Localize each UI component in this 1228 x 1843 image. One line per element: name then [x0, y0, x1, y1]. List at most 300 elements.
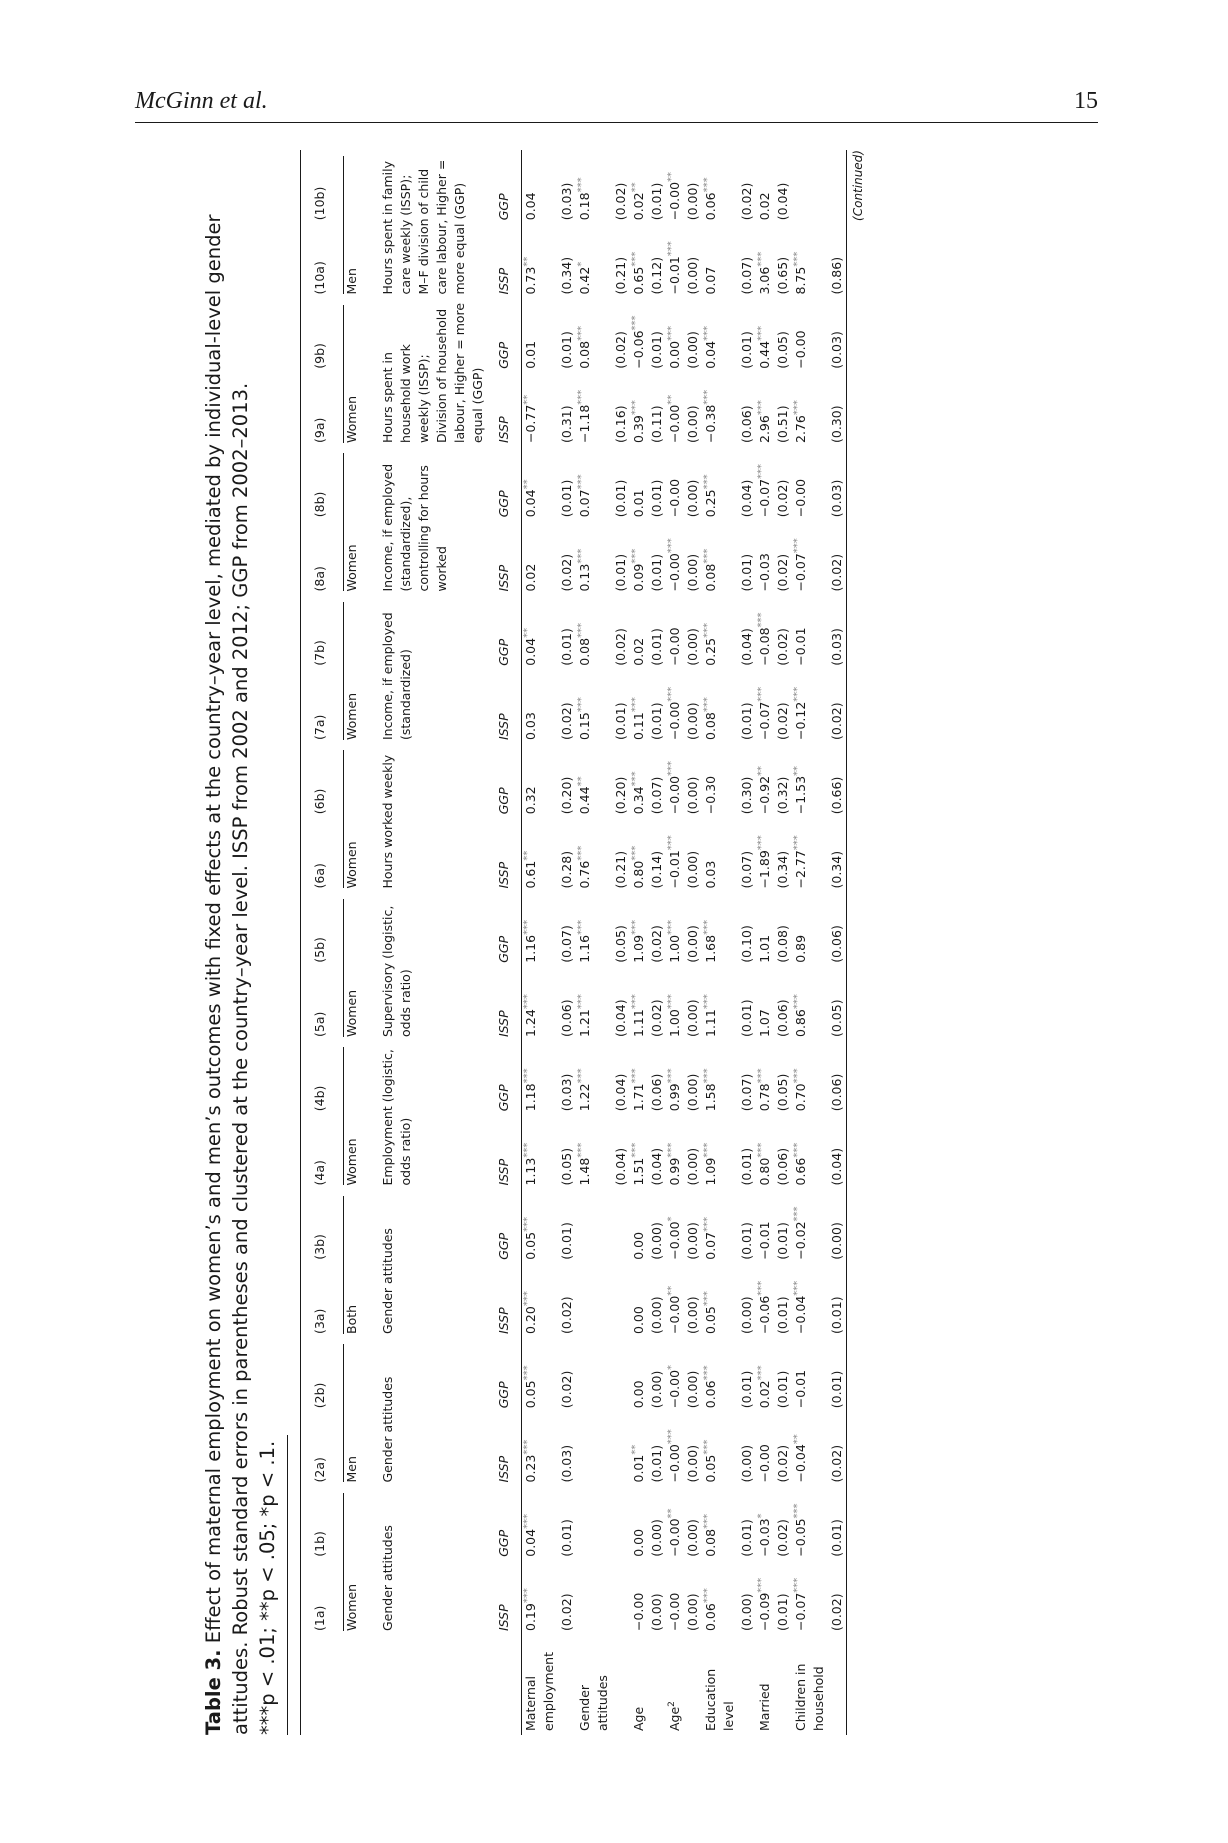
coef-cell	[630, 1338, 648, 1412]
se-cell: (0.00)	[685, 1370, 700, 1409]
significance-stars: ***	[575, 697, 587, 713]
sample-label: Women	[344, 1138, 359, 1186]
se-cell: (0.05)	[559, 1147, 574, 1186]
row-label-text: Gender attitudes	[577, 1675, 610, 1731]
se-row	[648, 150, 666, 1735]
sample-cell	[343, 1338, 375, 1487]
coef-value: 0.99	[667, 1157, 682, 1186]
significance-stars: *	[665, 1216, 677, 1222]
coef-value: −0.00	[667, 553, 682, 592]
row-label-text: Education level	[703, 1668, 736, 1731]
coef-value: 0.03	[523, 712, 538, 740]
source-label: ISSP	[496, 1455, 511, 1483]
outcome-cell: Income, if employed (standardized), controlling for hours worked	[380, 463, 449, 592]
significance-stars: **	[521, 850, 533, 861]
coef-cell	[666, 447, 684, 521]
coef-value: 0.18	[577, 192, 592, 221]
se-cell: (0.02)	[775, 1444, 790, 1483]
coef-cell	[702, 967, 738, 1041]
coef-cell	[576, 967, 612, 1041]
coef-cell	[702, 1264, 738, 1338]
coef-cell	[792, 1190, 828, 1264]
coef-cell	[792, 1487, 828, 1561]
coef-value: −0.00	[793, 330, 808, 369]
se-cell: (0.07)	[739, 850, 754, 889]
source-label: GGP	[496, 1232, 511, 1260]
coef-cell	[756, 1338, 774, 1412]
significance-stars: ***	[791, 1577, 803, 1593]
coef-cell	[630, 1190, 648, 1264]
significance-stars: ***	[755, 686, 767, 702]
model-header: (3b)	[312, 1234, 327, 1260]
table-row	[576, 150, 612, 1735]
coef-cell	[522, 1338, 559, 1412]
source-row	[487, 150, 522, 1735]
coef-value: −0.30	[703, 775, 718, 815]
coef-cell	[666, 1412, 684, 1486]
coef-value: −0.02	[793, 1221, 808, 1260]
coef-value: 0.01	[523, 340, 538, 369]
coef-value: −0.38	[703, 404, 718, 443]
se-cell	[828, 150, 847, 224]
coef-value: 0.32	[523, 786, 538, 815]
se-cell	[612, 1487, 630, 1561]
se-cell: (0.03)	[559, 182, 574, 221]
coef-cell	[630, 744, 648, 818]
se-cell: (0.00)	[649, 1593, 664, 1631]
model-header: (2a)	[312, 1457, 327, 1483]
continued-note: (Continued)	[851, 150, 865, 221]
significance-stars: ***	[701, 1291, 713, 1307]
coef-cell	[702, 893, 738, 967]
se-cell: (0.05)	[613, 925, 628, 963]
model-header: (1a)	[312, 1605, 327, 1631]
coef-cell	[756, 818, 774, 892]
significance-stars: ***	[665, 325, 677, 341]
outcome-cell: Employment (logistic, odds ratio)	[380, 1049, 413, 1186]
coef-value: −1.18	[577, 404, 592, 443]
se-cell: (0.00)	[685, 850, 700, 889]
coef-value: 0.25	[703, 637, 718, 666]
se-row	[612, 150, 630, 1735]
significance-stars: ***	[629, 994, 641, 1010]
source-label: GGP	[496, 1529, 511, 1557]
stub-cell	[828, 1635, 847, 1735]
coef-cell	[576, 224, 612, 298]
coef-value: 1.68	[703, 934, 718, 963]
coef-cell	[522, 1041, 559, 1115]
sample-cell	[343, 447, 375, 596]
coef-cell	[576, 670, 612, 744]
coef-cell	[630, 447, 648, 521]
coef-value: 0.86	[793, 1009, 808, 1037]
coef-cell	[666, 521, 684, 595]
coef-value: 0.80	[631, 860, 646, 889]
coef-value: 1.09	[631, 934, 646, 963]
row-label-text: Age	[631, 1706, 646, 1731]
se-cell: (0.16)	[613, 405, 628, 443]
coef-cell	[792, 224, 828, 298]
se-cell: (0.07)	[739, 1073, 754, 1112]
coef-value: 1.13	[523, 1157, 538, 1186]
coef-cell	[666, 373, 684, 447]
se-cell: (0.01)	[739, 1222, 754, 1260]
se-cell: (0.01)	[613, 702, 628, 740]
coef-value: 0.00	[667, 340, 682, 369]
stub-cell	[648, 1635, 666, 1735]
se-cell: (0.21)	[613, 256, 628, 295]
se-cell	[612, 1190, 630, 1264]
significance-stars: **	[575, 776, 587, 787]
model-header: (1b)	[312, 1531, 327, 1557]
se-cell: (0.00)	[739, 1593, 754, 1631]
se-cell: (0.32)	[775, 776, 790, 815]
page-number: 15	[1074, 88, 1098, 114]
se-row	[684, 150, 702, 1735]
coef-value: −0.00	[757, 1444, 772, 1483]
table-caption-text: Effect of maternal employment on women’s and men’s outcomes with fixed effects at the country–year level, mediated by individual-level gender attitudes. Robust standard errors in parentheses and clustered at the country–year level. ISSP from 2002 and 2012; GGP from 2002–2013.	[202, 214, 252, 1735]
coef-cell	[666, 1264, 684, 1338]
significance-stars: ***	[791, 1068, 803, 1084]
se-cell: (0.00)	[685, 925, 700, 963]
source-label: ISSP	[496, 267, 511, 295]
coef-value: 0.02	[757, 1380, 772, 1409]
se-cell: (0.01)	[739, 553, 754, 592]
se-cell: (0.00)	[685, 182, 700, 221]
coef-cell	[792, 893, 828, 967]
significance-stars: ***	[521, 1588, 533, 1604]
row-label	[792, 1635, 828, 1735]
coef-value: 0.06	[703, 1380, 718, 1409]
model-header: (2b)	[312, 1382, 327, 1409]
significance-stars: **	[521, 627, 533, 638]
source-label: ISSP	[496, 1307, 511, 1334]
coef-value: −0.00	[793, 478, 808, 518]
significance-stars: ***	[521, 1216, 533, 1232]
se-cell: (0.31)	[559, 405, 574, 443]
significance-stars: ***	[629, 315, 641, 331]
coef-value: 0.44	[577, 786, 592, 815]
coef-value: 1.22	[577, 1083, 592, 1112]
stub-cell	[738, 1635, 756, 1735]
significance-stars: ***	[701, 1588, 713, 1604]
outcome-cell: Gender attitudes	[380, 1376, 395, 1483]
coef-value: 0.34	[631, 786, 646, 815]
se-cell: (0.02)	[613, 331, 628, 369]
sample-cell	[343, 1041, 375, 1190]
coef-cell	[576, 150, 612, 224]
sample-label: Both	[344, 1304, 359, 1334]
se-cell: (0.01)	[649, 1444, 664, 1483]
coef-cell	[522, 299, 559, 373]
coef-value: 0.76	[577, 860, 592, 889]
row-label-text: Children in household	[793, 1663, 826, 1731]
se-cell: (0.02)	[559, 1296, 574, 1334]
coef-value: −0.01	[793, 627, 808, 666]
se-cell: (0.66)	[829, 776, 844, 815]
row-label-superscript: 2	[666, 1701, 677, 1707]
coef-cell	[576, 1264, 612, 1338]
se-cell: (0.00)	[685, 1593, 700, 1631]
se-cell: (0.02)	[559, 553, 574, 592]
se-cell: (0.00)	[685, 331, 700, 369]
se-cell: (0.01)	[559, 479, 574, 518]
significance-stars: ***	[701, 177, 713, 193]
significance-stars: ***	[665, 686, 677, 702]
coef-value: 0.19	[523, 1603, 538, 1631]
coef-cell	[522, 521, 559, 595]
coef-cell	[576, 744, 612, 818]
outcome-cell: Hours spent in household work weekly (ISSP); Division of household labour, Higher = more equal (GGP)	[380, 302, 485, 443]
coef-value: 3.06	[757, 266, 772, 295]
significance-stars: ***	[701, 1365, 713, 1381]
coef-cell	[630, 893, 648, 967]
row-label-text: Married	[757, 1683, 772, 1731]
significance-stars: ***	[791, 251, 803, 267]
model-header: (9a)	[312, 417, 327, 443]
source-label: GGP	[496, 1084, 511, 1112]
coef-cell	[756, 150, 774, 224]
coef-cell	[792, 1264, 828, 1338]
coef-cell	[666, 596, 684, 670]
model-header: (8a)	[312, 566, 327, 592]
se-cell: (0.02)	[775, 553, 790, 592]
coef-value: 0.01	[631, 1454, 646, 1483]
se-cell: (0.04)	[649, 1147, 664, 1186]
coef-value: −1.89	[757, 850, 772, 889]
se-cell: (0.01)	[775, 1370, 790, 1409]
model-header: (6b)	[312, 788, 327, 815]
se-cell: (0.02)	[829, 1444, 844, 1483]
coef-cell	[702, 1487, 738, 1561]
significance-stars: ***	[755, 835, 767, 851]
se-cell	[612, 1338, 630, 1412]
coef-value: −0.00	[667, 627, 682, 666]
coef-value: −0.00	[667, 404, 682, 443]
coef-cell	[792, 1338, 828, 1412]
coef-cell	[756, 1264, 774, 1338]
coef-cell	[666, 818, 684, 892]
se-cell: (0.08)	[775, 925, 790, 963]
significance-stars: ***	[701, 474, 713, 490]
significance-stars: ***	[755, 1280, 767, 1296]
coef-cell	[756, 596, 774, 670]
se-cell	[612, 1412, 630, 1486]
coef-cell	[792, 521, 828, 595]
model-header: (4b)	[312, 1085, 327, 1112]
significance-stars: ***	[791, 1142, 803, 1158]
se-cell: (0.00)	[685, 1073, 700, 1112]
coef-cell	[702, 1115, 738, 1189]
coef-value: 0.20	[523, 1306, 538, 1334]
se-cell: (0.01)	[775, 1593, 790, 1631]
table-row	[522, 150, 559, 1735]
se-cell: (0.00)	[685, 256, 700, 295]
coef-value: −0.01	[667, 256, 682, 295]
se-cell: (0.04)	[775, 182, 790, 221]
coef-cell	[792, 299, 828, 373]
source-label: GGP	[496, 193, 511, 221]
significance-stars: **	[665, 1508, 677, 1519]
outcome-row	[375, 150, 487, 1735]
se-cell: (0.65)	[775, 256, 790, 295]
significance-stars: ***	[521, 1142, 533, 1158]
significance-stars: ***	[521, 1068, 533, 1084]
sample-label: Men	[344, 268, 359, 295]
significance-stars: ***	[521, 1513, 533, 1529]
row-label-text: Age	[667, 1706, 682, 1731]
coef-cell	[702, 1412, 738, 1486]
coef-cell	[702, 373, 738, 447]
coef-cell	[576, 893, 612, 967]
table-row	[756, 150, 774, 1735]
stub-cell	[684, 1635, 702, 1735]
se-cell: (0.02)	[739, 182, 754, 221]
se-cell: (0.30)	[739, 776, 754, 815]
coef-cell	[522, 1487, 559, 1561]
coef-cell	[666, 1487, 684, 1561]
coef-value: 0.80	[757, 1157, 772, 1186]
coef-value: 0.07	[577, 489, 592, 518]
coef-cell	[630, 1264, 648, 1338]
se-cell: (0.06)	[829, 925, 844, 963]
coef-value: −0.07	[757, 701, 772, 740]
se-cell: (0.28)	[559, 850, 574, 889]
coef-value: 1.16	[577, 934, 592, 963]
se-cell: (0.02)	[613, 628, 628, 666]
coef-cell	[792, 596, 828, 670]
coef-cell	[702, 1041, 738, 1115]
source-label: ISSP	[496, 416, 511, 443]
coef-value: 1.58	[703, 1083, 718, 1112]
se-cell: (0.00)	[685, 1147, 700, 1186]
se-cell: (0.01)	[649, 702, 664, 740]
coef-value: 0.06	[703, 192, 718, 221]
se-cell: (0.06)	[775, 1147, 790, 1186]
table-row	[630, 150, 648, 1735]
table-row	[702, 150, 738, 1735]
coef-cell	[630, 224, 648, 298]
coef-value: 1.11	[631, 1009, 646, 1037]
se-cell: (0.02)	[649, 925, 664, 963]
se-cell: (0.01)	[649, 182, 664, 221]
significance-stars: ***	[575, 994, 587, 1010]
coef-cell	[522, 596, 559, 670]
sample-label: Women	[344, 989, 359, 1037]
significance-stars: ***	[575, 474, 587, 490]
significance-stars: ***	[755, 1142, 767, 1158]
results-table	[300, 150, 847, 1735]
coef-value: 0.03	[703, 860, 718, 889]
coef-value: −0.92	[757, 775, 772, 815]
coef-cell	[576, 818, 612, 892]
coef-cell	[522, 893, 559, 967]
coef-value: 0.13	[577, 563, 592, 592]
coef-value: 0.04	[703, 340, 718, 369]
coef-cell	[756, 1115, 774, 1189]
coef-cell	[576, 447, 612, 521]
sample-cell	[343, 299, 375, 448]
coef-cell	[666, 893, 684, 967]
stub-cell	[487, 1635, 522, 1735]
coef-cell	[756, 967, 774, 1041]
coef-cell	[666, 1561, 684, 1635]
coef-cell	[630, 1561, 648, 1635]
coef-value: −0.12	[793, 701, 808, 740]
model-header: (10a)	[312, 261, 327, 295]
coef-cell	[792, 670, 828, 744]
se-cell: (0.01)	[739, 1147, 754, 1186]
significance-stars: ***	[701, 1216, 713, 1232]
significance-stars: ***	[629, 845, 641, 861]
se-cell: (0.01)	[559, 1519, 574, 1557]
sample-cell	[343, 1487, 375, 1636]
model-header-row	[301, 150, 344, 1735]
significance-stars: **	[665, 171, 677, 182]
coef-value: 0.66	[793, 1157, 808, 1186]
se-row	[558, 150, 576, 1735]
significance-stars: ***	[665, 241, 677, 257]
source-label: GGP	[496, 787, 511, 815]
sample-label: Women	[344, 1583, 359, 1631]
sample-label: Men	[344, 1456, 359, 1483]
coef-cell	[630, 1412, 648, 1486]
significance-stars: ***	[791, 1206, 803, 1222]
significance-stars: ***	[755, 400, 767, 416]
coef-cell	[666, 150, 684, 224]
coef-cell	[576, 596, 612, 670]
coef-value: 1.24	[523, 1009, 538, 1037]
se-cell: (0.10)	[739, 925, 754, 963]
coef-value: 0.02	[631, 192, 646, 221]
se-cell: (0.01)	[739, 999, 754, 1037]
se-cell: (0.04)	[739, 479, 754, 518]
outcome-cell: Gender attitudes	[380, 1228, 395, 1334]
coef-cell	[666, 1338, 684, 1412]
coef-value: 0.08	[703, 563, 718, 592]
table-caption	[200, 115, 281, 1735]
se-cell: (0.02)	[559, 702, 574, 740]
se-cell: (0.02)	[775, 1519, 790, 1557]
significance-stars: **	[521, 394, 533, 405]
significance-stars: ***	[629, 1068, 641, 1084]
se-cell: (0.01)	[739, 331, 754, 369]
significance-stars: **	[629, 182, 641, 193]
se-cell: (0.00)	[685, 1222, 700, 1260]
coef-cell	[522, 1561, 559, 1635]
coef-value: 0.02	[523, 563, 538, 592]
coef-cell	[630, 1041, 648, 1115]
significance-stars: ***	[665, 1429, 677, 1445]
source-label: GGP	[496, 341, 511, 369]
se-cell: (0.00)	[685, 479, 700, 518]
coef-cell	[702, 744, 738, 818]
se-cell: (0.00)	[685, 776, 700, 815]
coef-value: 0.08	[703, 712, 718, 740]
coef-value: −0.77	[523, 404, 538, 443]
coef-value: −0.07	[757, 478, 772, 518]
significance-stars: ***	[791, 835, 803, 851]
stub-cell	[612, 1635, 630, 1735]
significance-stars: ***	[575, 845, 587, 861]
coef-cell	[792, 1041, 828, 1115]
model-header: (7a)	[312, 714, 327, 740]
model-header: (9b)	[312, 343, 327, 369]
coef-cell	[666, 670, 684, 744]
coef-value: −2.77	[793, 850, 808, 889]
se-cell: (0.51)	[775, 405, 790, 443]
coef-value: 0.70	[793, 1083, 808, 1112]
